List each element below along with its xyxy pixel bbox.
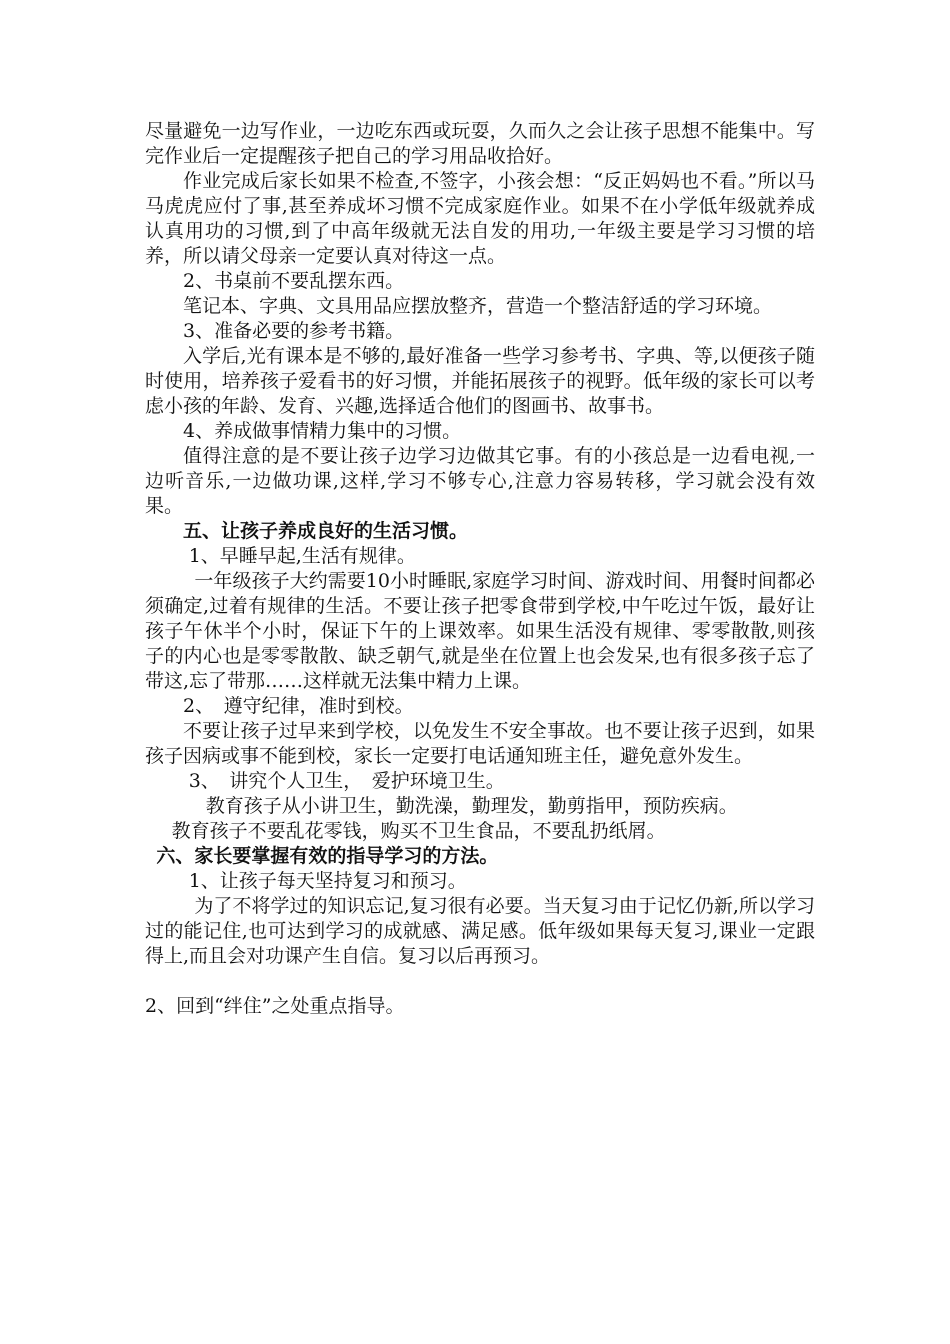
paragraph-punctuality: 不要让孩子过早来到学校，以免发生不安全事故。也不要让孩子迟到，如果孩子因病或事不能到校，家长一定要打电话通知班主任，避免意外发生。 [145, 720, 815, 767]
paragraph-check-homework: 作业完成后家长如果不检查,不签字，小孩会想：“反正妈妈也不看。”所以马马虎虎应付了事,甚至养成坏习惯不完成家庭作业。如果不在小学低年级就养成认真用功的习惯,到了中高年级就无法自发的用功,一年级主要是学习习惯的培养，所以请父母亲一定要认真对待这一点。 [145, 170, 815, 267]
heading-desk-tidy: 2、书桌前不要乱摆东西。 [183, 270, 405, 292]
paragraph-pocket-money: 教育孩子不要乱花零钱，购买不卫生食品，不要乱扔纸屑。 [171, 820, 666, 842]
heading-punctuality: 2、 遵守纪律，准时到校。 [183, 695, 414, 717]
paragraph-review-preview: 为了不将学过的知识忘记,复习很有必要。当天复习由于记忆仍新,所以学习过的能记住,也可达到学习的成就感、满足感。低年级如果每天复习,课业一定跟得上,而且会对功课产生自信。复习以后再预习。 [145, 895, 815, 967]
paragraph-concentration: 值得注意的是不要让孩子边学习边做其它事。有的小孩总是一边看电视,一边听音乐,一边做功课,这样,学习不够专心,注意力容易转移，学习就会没有效果。 [145, 445, 815, 517]
heading-review-preview: 1、让孩子每天坚持复习和预习。 [188, 870, 467, 892]
heading-hygiene: 3、 讲究个人卫生， 爱护环境卫生。 [188, 770, 505, 792]
paragraph-reference-books: 入学后,光有课本是不够的,最好准备一些学习参考书、字典、等,以便孩子随时使用，培养孩子爱看书的好习惯，并能拓展孩子的视野。低年级的家长可以考虑小孩的年龄、发育、兴趣,选择适合他们的图画书、故事书。 [145, 345, 815, 417]
paragraph-desk-tidy: 笔记本、字典、文具用品应摆放整齐，营造一个整洁舒适的学习环境。 [183, 295, 773, 317]
blank-line [145, 969, 815, 994]
heading-reference-books: 3、准备必要的参考书籍。 [183, 320, 405, 342]
paragraph-homework-focus: 尽量避免一边写作业，一边吃东西或玩耍，久而久之会让孩子思想不能集中。写完作业后一定提醒孩子把自己的学习用品收拾好。 [145, 120, 815, 167]
document-body [145, 119, 815, 1019]
section-heading-six: 六、家长要掌握有效的指导学习的方法。 [156, 845, 499, 867]
heading-stuck-points: 2、回到“绊住”之处重点指导。 [145, 995, 405, 1017]
heading-regular-schedule: 1、早睡早起,生活有规律。 [188, 545, 416, 567]
heading-concentration: 4、养成做事情精力集中的习惯。 [183, 420, 462, 442]
section-heading-five: 五、让孩子养成良好的生活习惯。 [183, 520, 469, 542]
paragraph-regular-schedule: 一年级孩子大约需要10小时睡眠,家庭学习时间、游戏时间、用餐时间都必须确定,过着有规律的生活。不要让孩子把零食带到学校,中午吃过午饭，最好让孩子午休半个小时，保证下午的上课效率。如果生活没有规律、零零散散,则孩子的内心也是零零散散、缺乏朝气,就是坐在位置上也会发呆,也有很多孩子忘了带这,忘了带那……这样就无法集中精力上课。 [145, 570, 815, 692]
paragraph-hygiene: 教育孩子从小讲卫生，勤洗澡，勤理发，勤剪指甲，预防疾病。 [205, 795, 738, 817]
